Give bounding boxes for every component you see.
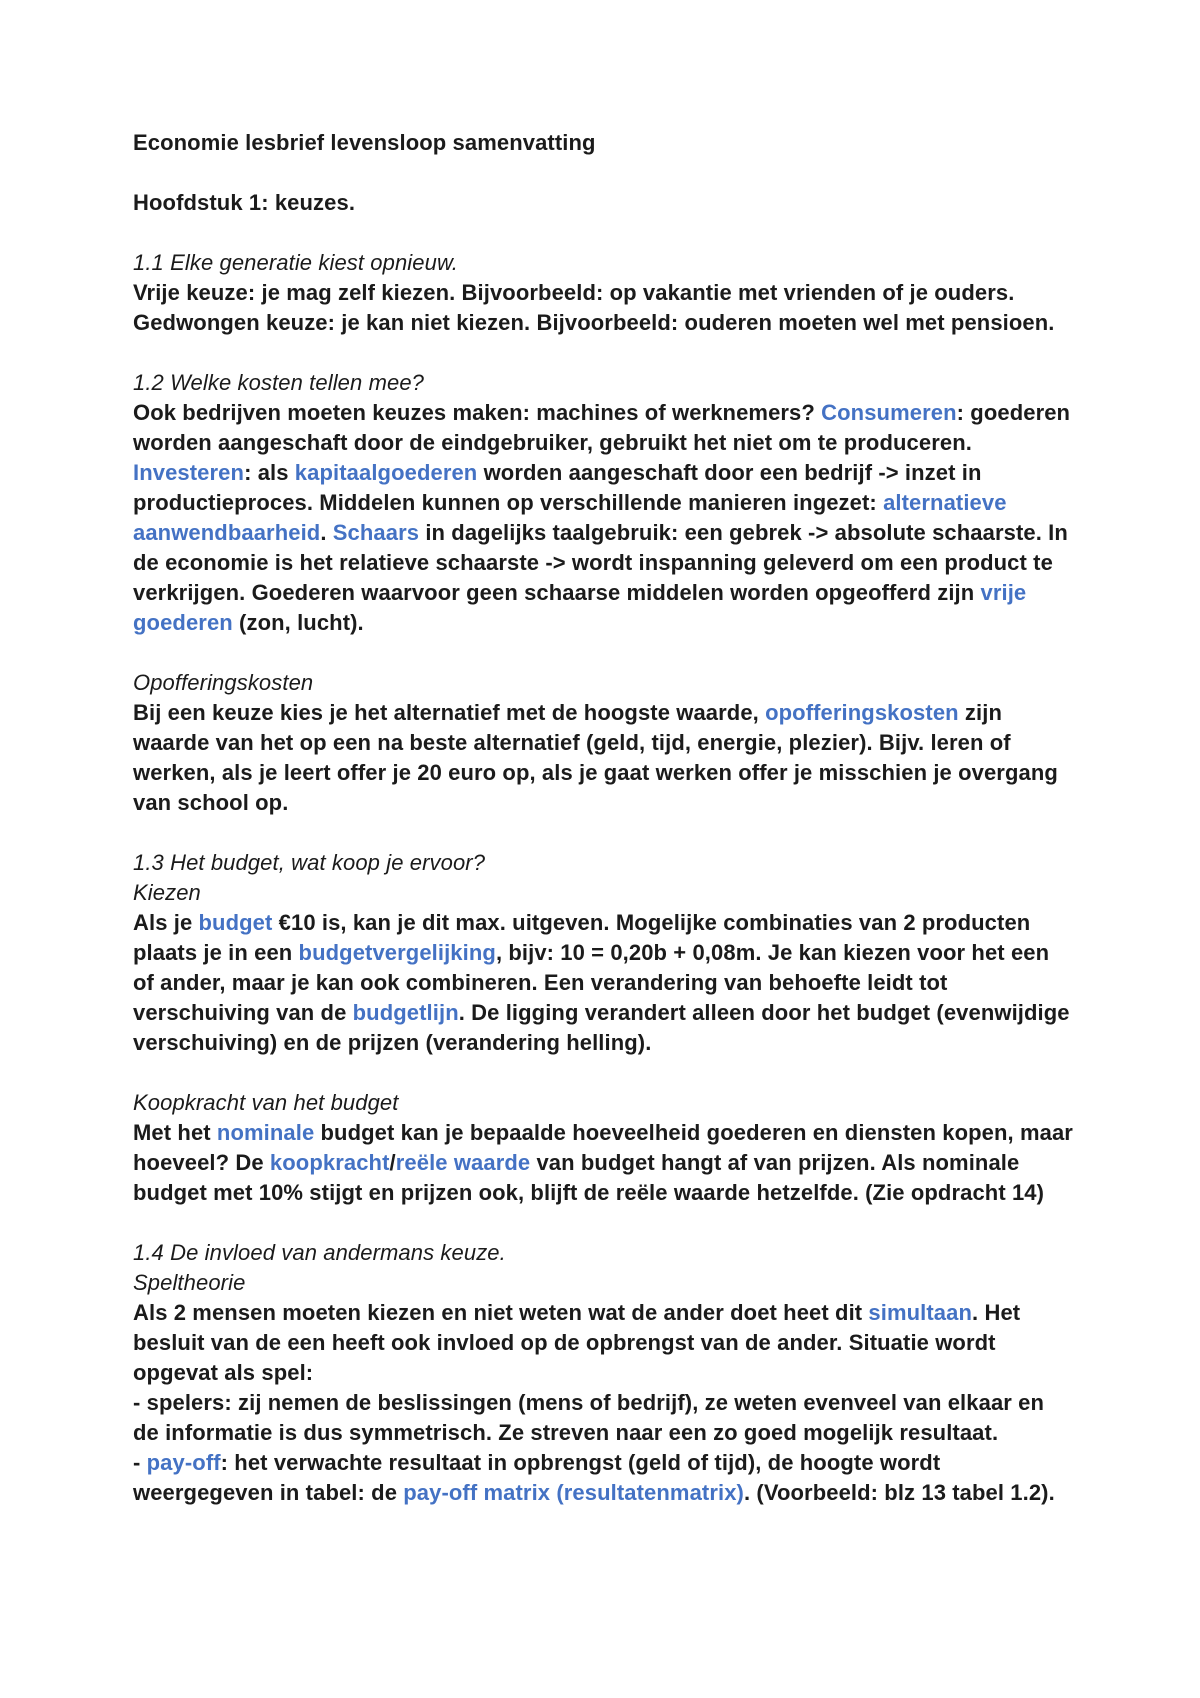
text-run: Als 2 mensen moeten kiezen en niet weten wat de ander doet heet dit	[133, 1300, 869, 1325]
text-run: 1.2 Welke kosten tellen mee?	[133, 370, 425, 395]
paragraph	[133, 908, 1075, 1058]
text-run: : goederen worden aangeschaft door de eindgebruiker, gebruikt het niet om te produceren.	[133, 400, 1071, 455]
paragraph	[133, 1118, 1075, 1208]
section-heading-1-4	[133, 1238, 1075, 1268]
key-term: budgetlijn	[352, 1000, 459, 1025]
paragraph	[133, 1448, 1075, 1508]
key-term: koopkracht	[269, 1150, 390, 1175]
text-run: /	[389, 1150, 396, 1175]
paragraph-gap	[133, 1208, 1075, 1238]
text-run: Economie lesbrief levensloop samenvatting	[133, 130, 596, 155]
text-run: : als	[244, 460, 295, 485]
key-term: pay-off matrix (resultatenmatrix)	[403, 1480, 744, 1505]
section-heading-1-2	[133, 368, 1075, 398]
text-run: in dagelijks taalgebruik: een gebrek -> absolute schaarste. In de economie is het relatieve schaarste -> wordt inspanning geleverd om een product te verkrijgen. Goederen waarvoor geen schaarse middelen worden opgeofferd zijn	[133, 520, 1068, 605]
key-term: alternatieve aanwendbaarheid	[133, 490, 1007, 545]
document-title	[133, 128, 1075, 158]
text-run: €10 is, kan je dit max. uitgeven. Mogelijke combinaties van 2 producten plaats je in een	[133, 910, 1031, 965]
text-run: Als je	[133, 910, 199, 935]
key-term: reële waarde	[395, 1150, 531, 1175]
text-run: Ook bedrijven moeten keuzes maken: machines of werknemers?	[133, 400, 822, 425]
paragraph-gap	[133, 218, 1075, 248]
text-run: 1.1 Elke generatie kiest opnieuw.	[133, 250, 458, 275]
text-run: zijn waarde van het op een na beste alternatief (geld, tijd, energie, plezier). Bijv. leren of werken, als je leert offer je 20 euro op, als je gaat werken offer je misschien je overgang van school op.	[133, 700, 1058, 815]
text-run: Kiezen	[133, 880, 201, 905]
key-term: opofferingskosten	[765, 700, 959, 725]
key-term: budgetvergelijking	[298, 940, 496, 965]
text-run: worden aangeschaft door een bedrijf -> inzet in productieproces. Middelen kunnen op verschillende manieren ingezet:	[133, 460, 982, 515]
chapter-heading	[133, 188, 1075, 218]
key-term: pay-off	[146, 1450, 221, 1475]
text-run: Vrije keuze: je mag zelf kiezen. Bijvoorbeeld: op vakantie met vrienden of je ouders.	[133, 280, 1015, 305]
text-run: (zon, lucht).	[232, 610, 364, 635]
document-content	[133, 128, 1075, 1508]
section-heading-speltheorie	[133, 1268, 1075, 1298]
paragraph	[133, 698, 1075, 818]
key-term: Consumeren	[821, 400, 957, 425]
text-run: -	[133, 1450, 147, 1475]
paragraph-gap	[133, 818, 1075, 848]
paragraph	[133, 278, 1075, 308]
paragraph-gap	[133, 638, 1075, 668]
paragraph-gap	[133, 1058, 1075, 1088]
text-run: Bij een keuze kies je het alternatief met de hoogste waarde,	[133, 700, 766, 725]
paragraph	[133, 308, 1075, 338]
text-run: 1.3 Het budget, wat koop je ervoor?	[133, 850, 486, 875]
text-run: Opofferingskosten	[133, 670, 314, 695]
text-run: : het verwachte resultaat in opbrengst (geld of tijd), de hoogte wordt weergegeven in tabel: de	[133, 1450, 941, 1505]
text-run: 1.4 De invloed van andermans keuze.	[133, 1240, 506, 1265]
key-term: budget	[198, 910, 273, 935]
key-term: Investeren	[133, 460, 245, 485]
paragraph-gap	[133, 338, 1075, 368]
paragraph	[133, 398, 1075, 638]
key-term: kapitaalgoederen	[294, 460, 478, 485]
text-run: . Het besluit van de een heeft ook invloed op de opbrengst van de ander. Situatie wordt opgevat als spel:	[133, 1300, 1021, 1385]
text-run: Speltheorie	[133, 1270, 246, 1295]
text-run: .	[320, 520, 333, 545]
text-run: . (Voorbeeld: blz 13 tabel 1.2).	[743, 1480, 1055, 1505]
paragraph	[133, 1388, 1075, 1448]
text-run: van budget hangt af van prijzen. Als nominale budget met 10% stijgt en prijzen ook, blijft de reële waarde hetzelfde. (Zie opdracht 14)	[133, 1150, 1045, 1205]
section-heading-1-1	[133, 248, 1075, 278]
section-heading-1-3	[133, 848, 1075, 878]
key-term: vrije goederen	[133, 580, 1027, 635]
text-run: . De ligging verandert alleen door het budget (evenwijdige verschuiving) en de prijzen (verandering helling).	[133, 1000, 1070, 1055]
text-run: Met het	[133, 1120, 217, 1145]
text-run: Hoofdstuk 1: keuzes.	[133, 190, 356, 215]
section-heading-opofferingskosten	[133, 668, 1075, 698]
section-heading-koopkracht	[133, 1088, 1075, 1118]
paragraph-gap	[133, 158, 1075, 188]
text-run: Koopkracht van het budget	[133, 1090, 399, 1115]
section-heading-kiezen	[133, 878, 1075, 908]
key-term: nominale	[216, 1120, 315, 1145]
paragraph	[133, 1298, 1075, 1388]
text-run: - spelers: zij nemen de beslissingen (mens of bedrijf), ze weten evenveel van elkaar en de informatie is dus symmetrisch. Ze streven naar een zo goed mogelijk resultaat.	[133, 1390, 1045, 1445]
text-run: Gedwongen keuze: je kan niet kiezen. Bijvoorbeeld: ouderen moeten wel met pensioen.	[133, 310, 1055, 335]
key-term: simultaan	[868, 1300, 973, 1325]
text-run: , bijv: 10 = 0,20b + 0,08m. Je kan kiezen voor het een of ander, maar je kan ook combineren. Een verandering van behoefte leidt tot verschuiving van de	[133, 940, 1050, 1025]
text-run: budget kan je bepaalde hoeveelheid goederen en diensten kopen, maar hoeveel? De	[133, 1120, 1073, 1175]
key-term: Schaars	[332, 520, 420, 545]
